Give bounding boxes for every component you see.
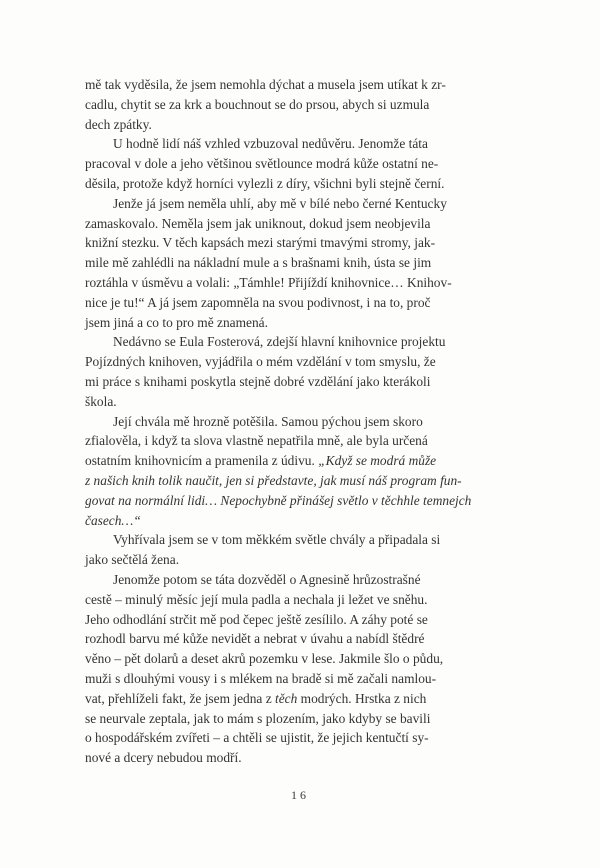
text-line [85,352,517,372]
text-run: věno – pět dolarů a deset akrů pozemku v lese. Jakmile šlo o půdu, [85,651,444,667]
text-line [85,550,517,570]
text-run: Nedávno se Eula Fosterová, zdejší hlavní knihovnice projektu [113,334,446,350]
text-run: Vyhřívala jsem se v tom měkkém světle chvály a připadala si [113,532,441,548]
text-line [85,590,517,610]
emphasis-text-run: časech…“ [85,512,141,528]
text-line [85,431,517,451]
text-run: Její chvála mě hrozně potěšila. Samou pýchou jsem skoro [113,413,423,429]
text-run: cestě – minulý měsíc její mula padla a nechala ji ležet ve sněhu. [85,591,428,607]
text-line [85,728,517,748]
text-line [85,649,517,669]
text-line [85,154,517,174]
text-line [85,134,517,154]
text-run: nové a dcery nebudou modří. [85,750,242,766]
emphasis-text-run: těch [275,690,298,706]
text-line [85,491,517,511]
text-line [85,233,517,253]
paragraph [85,530,517,570]
text-line [85,748,517,768]
text-run: děsila, protože když horníci vylezli z díry, všichni byli stejně černí. [85,175,445,191]
paragraph [85,134,517,193]
page-text [85,75,517,768]
paragraph [85,570,517,768]
text-run: o hospodářském zvířeti – a chtěli se ujistit, že jejich kentučtí sy- [85,730,429,746]
paragraph [85,412,517,531]
text-run: pracoval v dole a jeho většinou světlounce modrá kůže ostatní ne- [85,156,439,172]
text-run: mile mě zahlédli na nákladní mule a s brašnami knih, ústa se jim [85,255,432,271]
text-line [85,412,517,432]
text-line [85,511,517,531]
text-run: mě tak vyděsila, že jsem nemohla dýchat a musela jsem utíkat k zr- [85,77,446,92]
text-line [85,115,517,135]
text-run: Jenže já jsem neměla uhlí, aby mě v bílé nebo černé Kentucky [113,195,447,211]
text-line [85,392,517,412]
text-run: rozhodl barvu mé kůže nevidět a nebrat v úvahu a nabídl štědré [85,631,425,647]
text-line [85,471,517,491]
text-run: dech zpátky. [85,116,152,132]
text-line [85,610,517,630]
text-run: jako sečtělá žena. [85,552,180,568]
text-run: škola. [85,393,117,409]
emphasis-text-run: „Když se modrá může [318,453,437,469]
text-line [85,95,517,115]
text-line [85,273,517,293]
text-run: roztáhla v úsměvu a volali: „Támhle! Přijíždí knihovnice… Knihov- [85,274,452,290]
text-run: U hodně lidí náš vzhled vzbuzoval nedůvěru. Jenomže táta [113,136,428,152]
text-line [85,709,517,729]
paragraph [85,75,517,134]
text-line [85,629,517,649]
text-line [85,530,517,550]
text-line [85,332,517,352]
text-run: Jeho odhodlání strčit mě pod čepec ještě zesílilo. A záhy poté se [85,611,428,627]
text-line [85,75,517,95]
text-line [85,253,517,273]
text-run: muži s dlouhými vousy i s mlékem na bradě si mě začali namlou- [85,670,437,686]
paragraph [85,332,517,411]
text-run: Pojízdných knihoven, vyjádřila o mém vzdělání v tom smyslu, že [85,354,436,370]
text-line [85,194,517,214]
text-line [85,293,517,313]
text-run: cadlu, chytit se za krk a bouchnout se do prsou, abych si uzmula [85,96,430,112]
text-run: zfialověla, i když ta slova vlastně nepatřila mně, ale byla určená [85,433,428,449]
text-run: mi práce s knihami poskytla stejně dobré vzdělání jako kterákoli [85,373,431,389]
text-run: modrých. Hrstka z nich [297,690,427,706]
text-line [85,669,517,689]
text-line [85,689,517,709]
text-run: se neurvale zeptala, jak to mám s plozením, jako kdyby se bavili [85,710,431,726]
text-run: Jenomže potom se táta dozvěděl o Agnesině hrůzostrašné [113,571,421,587]
text-line [85,214,517,234]
text-run: ostatním knihovnicím a pramenila z údivu. [85,453,319,469]
text-line [85,313,517,333]
text-run: nice je tu!“ A já jsem zapomněla na svou podivnost, i na to, proč [85,294,431,310]
emphasis-text-run: govat na normální lidi… Nepochybně přinášej světlo v těchhle temnejch [85,492,472,508]
text-line [85,570,517,590]
paragraph [85,194,517,333]
emphasis-text-run: z našich knih tolik naučit, jen si představte, jak musí náš program fun- [85,472,462,488]
text-run: vat, přehlíželi fakt, že jsem jedna z [85,690,275,706]
text-line [85,451,517,471]
page-number: 16 [291,788,309,802]
text-run: jsem jiná a co to pro mě znamená. [85,314,268,330]
text-line [85,372,517,392]
text-run: zamaskovalo. Neměla jsem jak uniknout, dokud jsem neobjevila [85,215,431,231]
text-line [85,174,517,194]
text-run: knižní stezku. V těch kapsách mezi starými tmavými stromy, jak- [85,235,436,251]
